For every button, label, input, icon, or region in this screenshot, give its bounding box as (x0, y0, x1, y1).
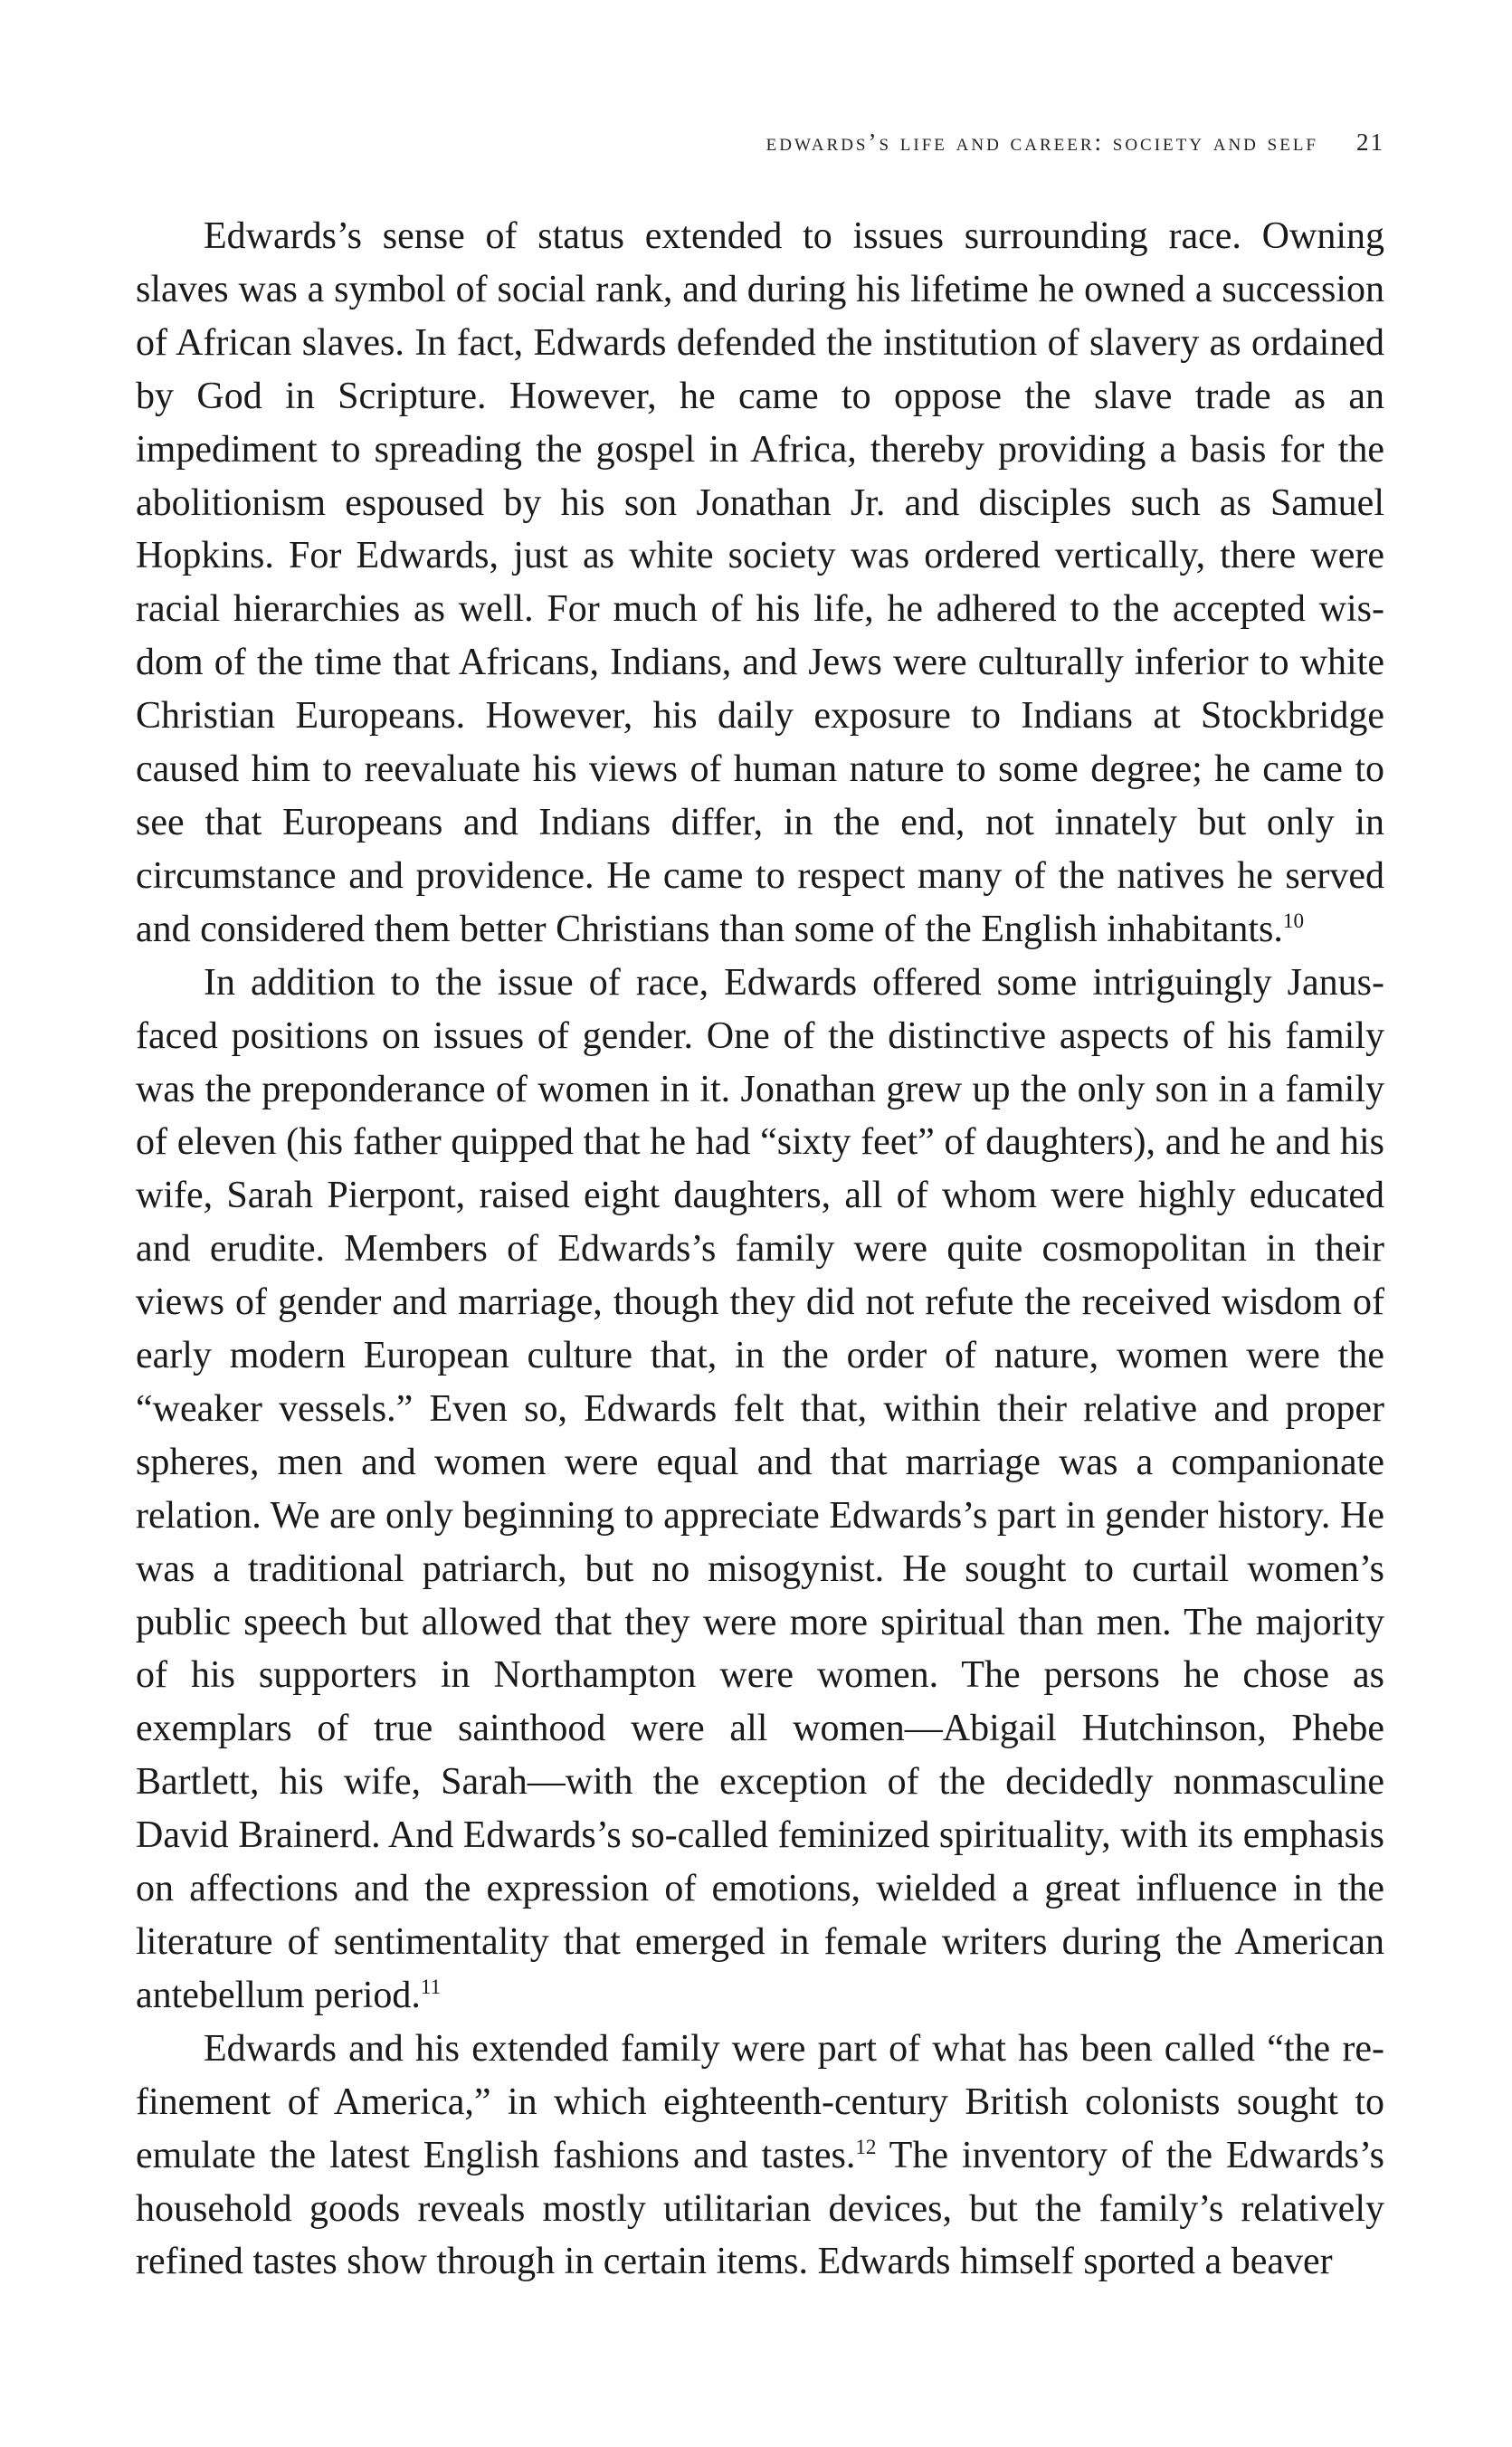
paragraph-text: The inventory of the Edwards’s household goods reveals mostly utilitarian devices, but the family’s relatively refined tastes show through in certain items. Edwards himself sported a beaver (136, 2134, 1385, 2283)
paragraph (136, 2023, 1384, 2290)
paragraph (136, 210, 1384, 957)
running-title: edwards’s life and career: society and self (766, 129, 1318, 156)
running-header (136, 129, 1384, 157)
page-number: 21 (1356, 129, 1384, 156)
footnote-marker: 10 (1282, 908, 1304, 932)
paragraph-text: Edwards and his extended family were part of what has been called “the refinement of America,” in which eighteenth-century British colonists sought to emulate the latest English fashions and tastes. (136, 2027, 1384, 2176)
footnote-marker: 12 (855, 2134, 877, 2158)
footnote-marker: 11 (420, 1974, 442, 1998)
paragraph (136, 957, 1384, 2023)
paragraph-text: In addition to the issue of race, Edwards offered some intriguingly Janus-faced positions on issues of gender. One of the distinctive aspects of his family was the preponderance of women in it. Jonathan grew up the only son in a family of eleven (his father quipped that he had “sixty feet” of daughters), and he and his wife, Sarah Pierpont, raised eight daughters, all of whom were highly educated and erudite. Members of Edwards’s family were quite cosmopolitan in their views of gender and marriage, though they did not refute the received wisdom of early modern European culture that, in the order of nature, women were the “weaker vessels.” Even so, Edwards felt that, within their relative and proper spheres, men and women were equal and that marriage was a companionate relation. We are only beginning to appreciate Edwards’s part in gender history. He was a traditional patriarch, but no misogynist. He sought to curtail women’s public speech but allowed that they were more spiritual than men. The majority of his supporters in Northampton were women. The persons he chose as exemplars of true sainthood were all women—Abigail Hutchinson, Phebe Bartlett, his wife, Sarah—with the exception of the decidedly nonmasculine David Brainerd. And Edwards’s so-called feminized spirituality, with its emphasis on affections and the expression of emotions, wielded a great influence in the literature of sentimentality that emerged in female writers during the American antebellum period. (136, 961, 1384, 2016)
paragraph-text: Edwards’s sense of status extended to issues surrounding race. Owning slaves was a symbol of social rank, and during his lifetime he owned a succession of African slaves. In fact, Edwards defended the institution of slavery as ordained by God in Scripture. However, he came to oppose the slave trade as an impediment to spreading the gospel in Africa, thereby providing a basis for the abolitionism espoused by his son Jonathan Jr. and disciples such as Samuel Hopkins. For Edwards, just as white society was ordered vertically, there were racial hierarchies as well. For much of his life, he adhered to the accepted wisdom of the time that Africans, Indians, and Jews were culturally inferior to white Christian Europeans. However, his daily exposure to Indians at Stockbridge caused him to reevaluate his views of human nature to some degree; he came to see that Europeans and Indians differ, in the end, not innately but only in circumstance and providence. He came to respect many of the natives he served and considered them better Christians than some of the English inhabitants. (136, 215, 1384, 950)
body-text (136, 210, 1384, 2289)
